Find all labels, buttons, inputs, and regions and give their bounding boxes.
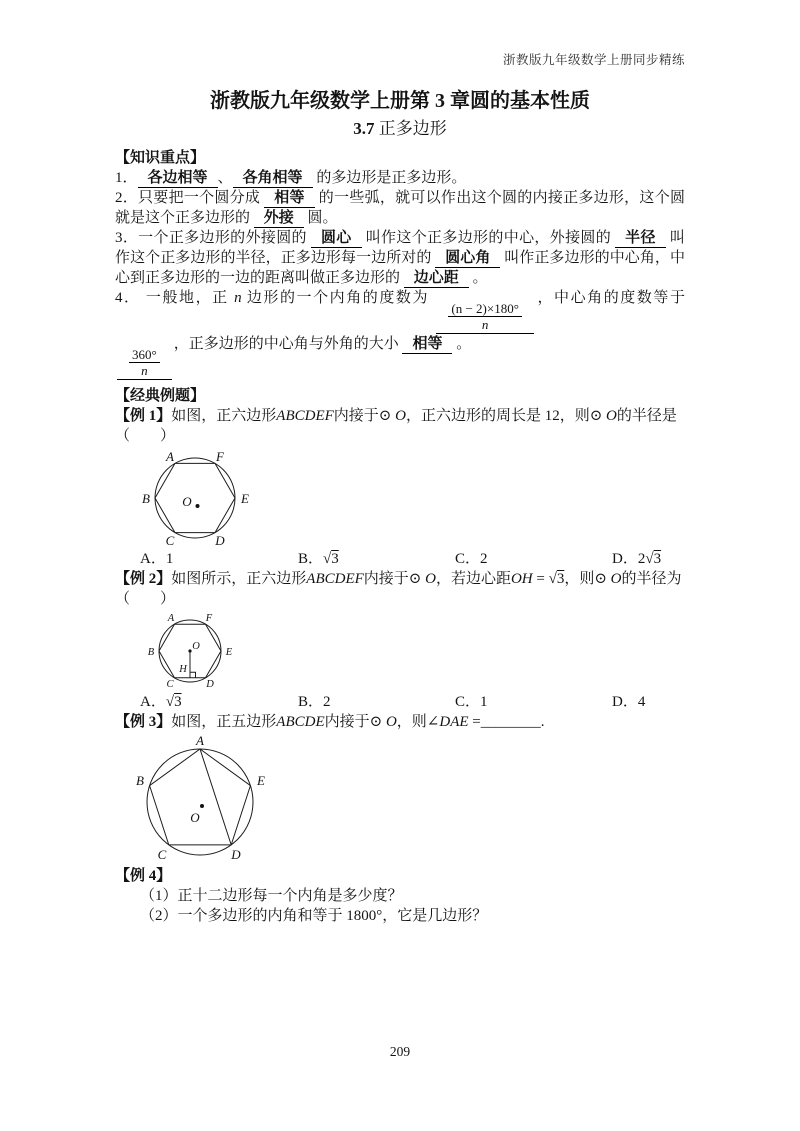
vertex-label-e: E bbox=[225, 647, 233, 658]
document-title: 浙教版九年级数学上册第 3 章圆的基本性质 bbox=[210, 90, 590, 112]
vertex-label-d: D bbox=[231, 847, 241, 862]
center-dot bbox=[188, 649, 191, 652]
right-angle-mark bbox=[190, 672, 196, 678]
example4-label: 【例 4】 bbox=[115, 868, 172, 884]
example2-figure bbox=[130, 611, 245, 691]
running-header: 浙教版九年级数学上册同步精练 bbox=[502, 53, 685, 67]
example1-answer-paren: （ ） bbox=[115, 428, 176, 444]
diagonal-ad bbox=[200, 749, 231, 845]
page-content bbox=[115, 0, 685, 926]
vertex-label-d: D bbox=[215, 533, 225, 548]
inscribed-pentagon bbox=[150, 749, 251, 845]
knowledge-heading: 【知识重点】 bbox=[115, 150, 206, 166]
example3-statement: 【例 3】如图，正五边形ABCDE内接于⊙ O，则∠DAE =________. bbox=[115, 714, 545, 730]
vertex-label-c: C bbox=[165, 533, 175, 548]
vertex-label-e: E bbox=[241, 491, 249, 506]
choice-a: A．√3 bbox=[140, 694, 182, 710]
choice-b: B．2 bbox=[298, 694, 331, 710]
center-label-o: O bbox=[192, 641, 200, 652]
example4-question-1: （1）正十二边形每一个内角是多少度？ bbox=[140, 888, 403, 904]
example4-question-2: （2）一个多边形的内角和等于 1800°，它是几边形？ bbox=[140, 908, 488, 924]
example2-statement: 【例 2】如图所示，正六边形ABCDEF内接于⊙ O，若边心距OH = √3，则⊙ O的半径为 bbox=[115, 571, 682, 587]
vertex-label-a: A bbox=[196, 736, 204, 748]
choice-c: C．2 bbox=[455, 551, 488, 567]
examples-heading: 【经典例题】 bbox=[115, 388, 206, 404]
center-label-o: O bbox=[190, 810, 200, 825]
vertex-label-d: D bbox=[206, 679, 214, 690]
vertex-label-a: A bbox=[167, 613, 175, 624]
vertex-label-f: F bbox=[216, 449, 224, 464]
center-dot bbox=[196, 504, 200, 508]
knowledge-item-3: 3．一个正多边形的外接圆的 圆心 叫作这个正多边形的中心，外接圆的 半径 叫作这个正多边形的半径，正多边形每一边所对的 圆心角 叫作正多边形的中心角，中心到正多边形的一边的距离叫做正多边形的 边心距 。 bbox=[115, 230, 685, 286]
example1-statement: 【例 1】如图，正六边形ABCDEF内接于⊙ O，正六边形的周长是 12，则⊙ O的半径是 bbox=[115, 408, 677, 424]
example2-choices bbox=[115, 692, 685, 712]
center-dot bbox=[200, 804, 204, 808]
center-label-o: O bbox=[182, 494, 192, 509]
vertex-label-b: B bbox=[142, 491, 150, 506]
inscribed-hexagon bbox=[155, 463, 235, 532]
knowledge-item-1: 1． 各边相等 、 各角相等 的多边形是正多边形。 bbox=[115, 170, 467, 186]
vertex-label-b: B bbox=[136, 773, 144, 788]
vertex-label-e: E bbox=[257, 773, 265, 788]
vertex-label-f: F bbox=[205, 613, 213, 624]
choice-c: C．1 bbox=[455, 694, 488, 710]
vertex-label-b: B bbox=[147, 647, 155, 658]
foot-label-h: H bbox=[179, 664, 187, 675]
choice-a: A．1 bbox=[140, 551, 174, 567]
choice-d: D．4 bbox=[612, 694, 646, 710]
section-subtitle: 3.7 正多边形 bbox=[353, 119, 447, 138]
circumcircle bbox=[155, 458, 235, 538]
knowledge-item-4: 4． 一般地，正 n 边形的一个内角的度数为 $\frac{(n - 2)\times 180^\circ}{n}$ ，中心角的度数等于 $\frac{360^\circ}{n}$ ，正多边形的中心角与外角的大小 相等 。 bbox=[115, 290, 685, 378]
knowledge-item-2: 2．只要把一个圆分成 相等 的一些弧，就可以作出这个圆的内接正多边形，这个圆就是这个正多边形的 外接 圆。 bbox=[115, 190, 685, 226]
page-number: 209 bbox=[389, 1044, 411, 1059]
choice-d: D．2√3 bbox=[612, 551, 662, 567]
example1-choices bbox=[115, 549, 685, 569]
example2-answer-paren: （ ） bbox=[115, 591, 176, 607]
circumcircle bbox=[147, 749, 253, 855]
choice-b: B．√3 bbox=[298, 551, 339, 567]
example1-figure bbox=[125, 448, 275, 548]
example3-figure bbox=[125, 736, 275, 864]
vertex-label-a: A bbox=[166, 449, 174, 464]
vertex-label-c: C bbox=[166, 679, 174, 690]
vertex-label-c: C bbox=[157, 847, 167, 862]
